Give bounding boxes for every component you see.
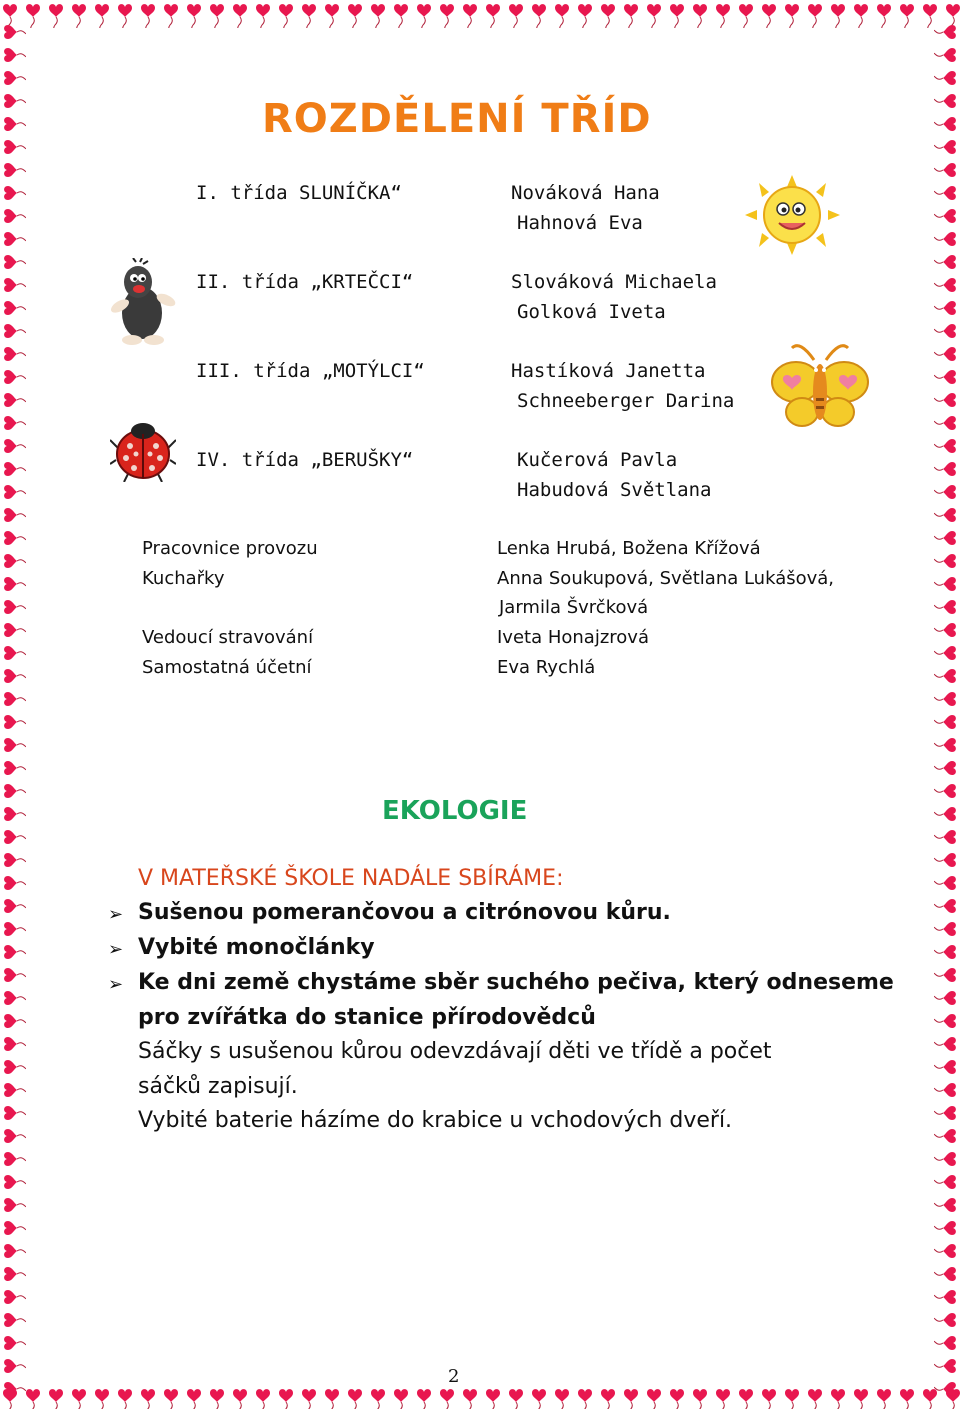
heart-icon	[4, 301, 26, 315]
class-1-teacher-2: Hahnová Eva	[517, 212, 643, 234]
heart-icon	[934, 301, 956, 315]
heart-icon	[934, 71, 956, 85]
heart-icon	[670, 4, 684, 28]
heart-icon	[4, 646, 26, 660]
heart-icon	[934, 738, 956, 752]
heart-icon	[831, 4, 845, 28]
heart-icon	[739, 1389, 753, 1409]
heart-icon	[256, 1389, 270, 1409]
heart-icon	[4, 370, 26, 384]
heart-icon	[4, 554, 26, 568]
heart-icon	[302, 1389, 316, 1409]
heart-icon	[4, 1175, 26, 1189]
arrow-bullet-icon: ➢	[108, 939, 124, 960]
heart-icon	[440, 4, 454, 28]
heart-icon	[934, 1198, 956, 1212]
heart-icon	[693, 1389, 707, 1409]
heart-icon	[187, 4, 201, 28]
heart-icon	[934, 1359, 956, 1373]
staff-name-1: Lenka Hrubá, Božena Křížová	[497, 538, 761, 559]
heart-icon	[4, 117, 26, 131]
heart-icon	[4, 508, 26, 522]
heart-icon	[934, 623, 956, 637]
heart-icon	[934, 853, 956, 867]
heart-icon	[934, 324, 956, 338]
heart-icon	[4, 393, 26, 407]
heart-border-bottom-chain	[0, 1381, 960, 1409]
heart-icon	[72, 4, 86, 28]
heart-icon	[934, 1083, 956, 1097]
heart-icon	[934, 577, 956, 591]
heart-icon	[578, 4, 592, 28]
heart-icon	[4, 853, 26, 867]
heart-icon	[934, 439, 956, 453]
heart-icon	[72, 1389, 86, 1409]
heart-icon	[4, 991, 26, 1005]
heart-icon	[4, 232, 26, 246]
heart-icon	[4, 1336, 26, 1350]
heart-icon	[934, 715, 956, 729]
heart-icon	[233, 1389, 247, 1409]
heart-icon	[934, 554, 956, 568]
heart-icon	[4, 899, 26, 913]
heart-icon	[348, 1389, 362, 1409]
note-line-3: Vybité baterie házíme do krabice u vchodových dveří.	[138, 1108, 733, 1133]
heart-icon	[934, 945, 956, 959]
heart-border-right-chain	[934, 0, 960, 1409]
heart-icon	[4, 968, 26, 982]
heart-icon	[210, 1389, 224, 1409]
staff-role-2: Kuchařky	[142, 568, 225, 589]
heart-icon	[4, 462, 26, 476]
heart-icon	[934, 163, 956, 177]
ladybug-icon	[110, 420, 176, 482]
class-3-teacher-1: Hastíková Janetta	[511, 360, 706, 382]
arrow-bullet-icon: ➢	[108, 974, 124, 995]
heart-icon	[934, 94, 956, 108]
staff-role-4: Samostatná účetní	[142, 657, 312, 678]
heart-icon	[4, 1152, 26, 1166]
heart-icon	[4, 1198, 26, 1212]
heart-icon	[877, 1389, 891, 1409]
heart-icon	[348, 4, 362, 28]
staff-role-1: Pracovnice provozu	[142, 538, 318, 559]
heart-icon	[934, 255, 956, 269]
heart-icon	[934, 508, 956, 522]
heart-icon	[555, 1389, 569, 1409]
heart-icon	[4, 807, 26, 821]
heart-icon	[693, 4, 707, 28]
class-3-name: III. třída „MOTÝLCI“	[196, 360, 425, 382]
heart-icon	[934, 48, 956, 62]
heart-icon	[716, 1389, 730, 1409]
heart-icon	[4, 94, 26, 108]
sun-icon	[745, 175, 840, 255]
heart-icon	[210, 4, 224, 28]
heart-icon	[934, 209, 956, 223]
heart-icon	[49, 4, 63, 28]
heart-icon	[417, 1389, 431, 1409]
heart-icon	[4, 922, 26, 936]
heart-icon	[26, 1389, 40, 1409]
heart-icon	[509, 4, 523, 28]
heart-icon	[4, 1244, 26, 1258]
heart-icon	[934, 1060, 956, 1074]
heart-icon	[302, 4, 316, 28]
heart-icon	[4, 1382, 26, 1396]
heart-icon	[762, 1389, 776, 1409]
arrow-bullet-icon: ➢	[108, 904, 124, 925]
heart-icon	[934, 830, 956, 844]
heart-icon	[624, 4, 638, 28]
staff-role-3: Vedoucí stravování	[142, 627, 314, 648]
heart-icon	[934, 1382, 956, 1396]
heart-icon	[4, 1221, 26, 1235]
heart-icon	[934, 784, 956, 798]
heart-icon	[578, 1389, 592, 1409]
class-4-teacher-2: Habudová Světlana	[517, 479, 712, 501]
heart-icon	[371, 4, 385, 28]
heart-icon	[4, 692, 26, 706]
heart-icon	[934, 347, 956, 361]
heart-icon	[4, 1359, 26, 1373]
heart-icon	[647, 1389, 661, 1409]
heart-icon	[26, 4, 40, 28]
heart-icon	[4, 577, 26, 591]
heart-icon	[4, 186, 26, 200]
heart-icon	[934, 232, 956, 246]
bullet-item-3-cont: pro zvířátka do stanice přírodovědců	[138, 1005, 596, 1030]
heart-icon	[4, 140, 26, 154]
heart-icon	[808, 4, 822, 28]
heart-border-top-chain	[0, 0, 960, 28]
staff-name-2: Anna Soukupová, Světlana Lukášová,	[497, 568, 835, 589]
heart-icon	[4, 255, 26, 269]
heart-icon	[394, 4, 408, 28]
heart-icon	[4, 1083, 26, 1097]
heart-icon	[934, 1106, 956, 1120]
staff-name-3: Jarmila Švrčková	[499, 597, 649, 618]
heart-icon	[934, 117, 956, 131]
heart-icon	[716, 4, 730, 28]
heart-icon	[394, 1389, 408, 1409]
heart-icon	[934, 25, 956, 39]
heart-icon	[4, 1060, 26, 1074]
class-3-teacher-2: Schneeberger Darina	[517, 390, 735, 412]
heart-icon	[934, 1244, 956, 1258]
heart-icon	[164, 4, 178, 28]
heart-icon	[854, 4, 868, 28]
heart-icon	[371, 1389, 385, 1409]
staff-name-5: Eva Rychlá	[497, 657, 596, 678]
heart-icon	[934, 1267, 956, 1281]
heart-icon	[934, 1336, 956, 1350]
class-2-teacher-1: Slováková Michaela	[511, 271, 717, 293]
heart-icon	[4, 1037, 26, 1051]
heart-icon	[440, 1389, 454, 1409]
heart-icon	[256, 4, 270, 28]
heart-icon	[4, 669, 26, 683]
heart-icon	[4, 623, 26, 637]
heart-icon	[279, 1389, 293, 1409]
heart-icon	[624, 1389, 638, 1409]
heart-icon	[934, 278, 956, 292]
heart-icon	[4, 830, 26, 844]
class-2-name: II. třída „KRTEČCI“	[196, 271, 414, 293]
heart-icon	[4, 278, 26, 292]
staff-name-4: Iveta Honajzrová	[497, 627, 649, 648]
heart-icon	[934, 922, 956, 936]
heart-icon	[934, 393, 956, 407]
ecology-subtitle: V MATEŘSKÉ ŠKOLE NADÁLE SBÍRÁME:	[138, 866, 564, 891]
heart-icon	[900, 4, 914, 28]
heart-icon	[900, 1389, 914, 1409]
heart-icon	[187, 1389, 201, 1409]
note-line-1: Sáčky s usušenou kůrou odevzdávají děti ve třídě a počet	[138, 1039, 772, 1064]
heart-icon	[934, 807, 956, 821]
heart-icon	[4, 738, 26, 752]
mole-icon	[108, 258, 178, 348]
heart-icon	[486, 1389, 500, 1409]
heart-icon	[934, 1014, 956, 1028]
heart-icon	[4, 1290, 26, 1304]
heart-icon	[325, 4, 339, 28]
bullet-item-3: Ke dni země chystáme sběr suchého pečiva, který odneseme	[138, 970, 894, 995]
heart-icon	[4, 48, 26, 62]
heart-icon	[532, 4, 546, 28]
heart-icon	[4, 1267, 26, 1281]
heart-icon	[934, 761, 956, 775]
heart-icon	[934, 1221, 956, 1235]
bullet-item-2: Vybité monočlánky	[138, 935, 375, 960]
heart-icon	[934, 186, 956, 200]
heart-icon	[95, 4, 109, 28]
heart-icon	[934, 416, 956, 430]
heart-icon	[934, 968, 956, 982]
heart-icon	[279, 4, 293, 28]
heart-icon	[164, 1389, 178, 1409]
butterfly-icon	[770, 340, 870, 432]
heart-icon	[4, 416, 26, 430]
heart-icon	[486, 4, 500, 28]
heart-icon	[785, 1389, 799, 1409]
heart-icon	[4, 25, 26, 39]
heart-icon	[4, 876, 26, 890]
heart-icon	[4, 347, 26, 361]
heart-icon	[934, 531, 956, 545]
heart-icon	[4, 71, 26, 85]
heart-icon	[877, 4, 891, 28]
heart-icon	[934, 899, 956, 913]
heart-icon	[934, 1290, 956, 1304]
heart-icon	[4, 439, 26, 453]
heart-icon	[934, 1175, 956, 1189]
heart-icon	[141, 4, 155, 28]
heart-icon	[4, 1106, 26, 1120]
heart-icon	[233, 4, 247, 28]
heart-icon	[4, 600, 26, 614]
heart-icon	[831, 1389, 845, 1409]
heart-icon	[934, 485, 956, 499]
heart-icon	[808, 1389, 822, 1409]
heart-icon	[417, 4, 431, 28]
heart-icon	[118, 4, 132, 28]
class-1-name: I. třída SLUNÍČKA“	[196, 182, 402, 204]
heart-icon	[4, 1014, 26, 1028]
heart-icon	[934, 600, 956, 614]
bullet-item-1: Sušenou pomerančovou a citrónovou kůru.	[138, 900, 671, 925]
heart-icon	[854, 1389, 868, 1409]
class-4-teacher-1: Kučerová Pavla	[517, 449, 678, 471]
heart-icon	[934, 669, 956, 683]
heart-icon	[4, 945, 26, 959]
heart-icon	[141, 1389, 155, 1409]
heart-icon	[739, 4, 753, 28]
heart-icon	[4, 784, 26, 798]
heart-icon	[934, 140, 956, 154]
heart-icon	[934, 1313, 956, 1327]
heart-icon	[601, 4, 615, 28]
heart-icon	[934, 370, 956, 384]
heart-icon	[601, 1389, 615, 1409]
ecology-title: EKOLOGIE	[382, 796, 528, 826]
heart-icon	[4, 1313, 26, 1327]
heart-icon	[934, 1152, 956, 1166]
heart-icon	[934, 692, 956, 706]
heart-icon	[532, 1389, 546, 1409]
heart-icon	[647, 4, 661, 28]
heart-border-left-chain	[0, 0, 26, 1409]
heart-icon	[509, 1389, 523, 1409]
heart-icon	[934, 991, 956, 1005]
heart-icon	[4, 324, 26, 338]
heart-icon	[4, 209, 26, 223]
heart-icon	[934, 462, 956, 476]
heart-icon	[118, 1389, 132, 1409]
heart-icon	[934, 1037, 956, 1051]
heart-icon	[670, 1389, 684, 1409]
heart-icon	[4, 715, 26, 729]
heart-icon	[4, 761, 26, 775]
heart-icon	[4, 485, 26, 499]
heart-icon	[4, 1129, 26, 1143]
heart-icon	[95, 1389, 109, 1409]
heart-icon	[762, 4, 776, 28]
heart-icon	[325, 1389, 339, 1409]
heart-icon	[934, 1129, 956, 1143]
heart-icon	[555, 4, 569, 28]
page-number: 2	[448, 1366, 460, 1387]
heart-icon	[934, 876, 956, 890]
heart-icon	[934, 646, 956, 660]
heart-icon	[4, 531, 26, 545]
page-title: ROZDĚLENÍ TŘÍD	[262, 96, 652, 142]
heart-icon	[49, 1389, 63, 1409]
class-2-teacher-2: Golková Iveta	[517, 301, 666, 323]
class-4-name: IV. třída „BERUŠKY“	[196, 449, 414, 471]
heart-icon	[4, 163, 26, 177]
heart-icon	[463, 4, 477, 28]
note-line-2: sáčků zapisují.	[138, 1074, 298, 1099]
heart-icon	[785, 4, 799, 28]
class-1-teacher-1: Nováková Hana	[511, 182, 660, 204]
heart-icon	[463, 1389, 477, 1409]
